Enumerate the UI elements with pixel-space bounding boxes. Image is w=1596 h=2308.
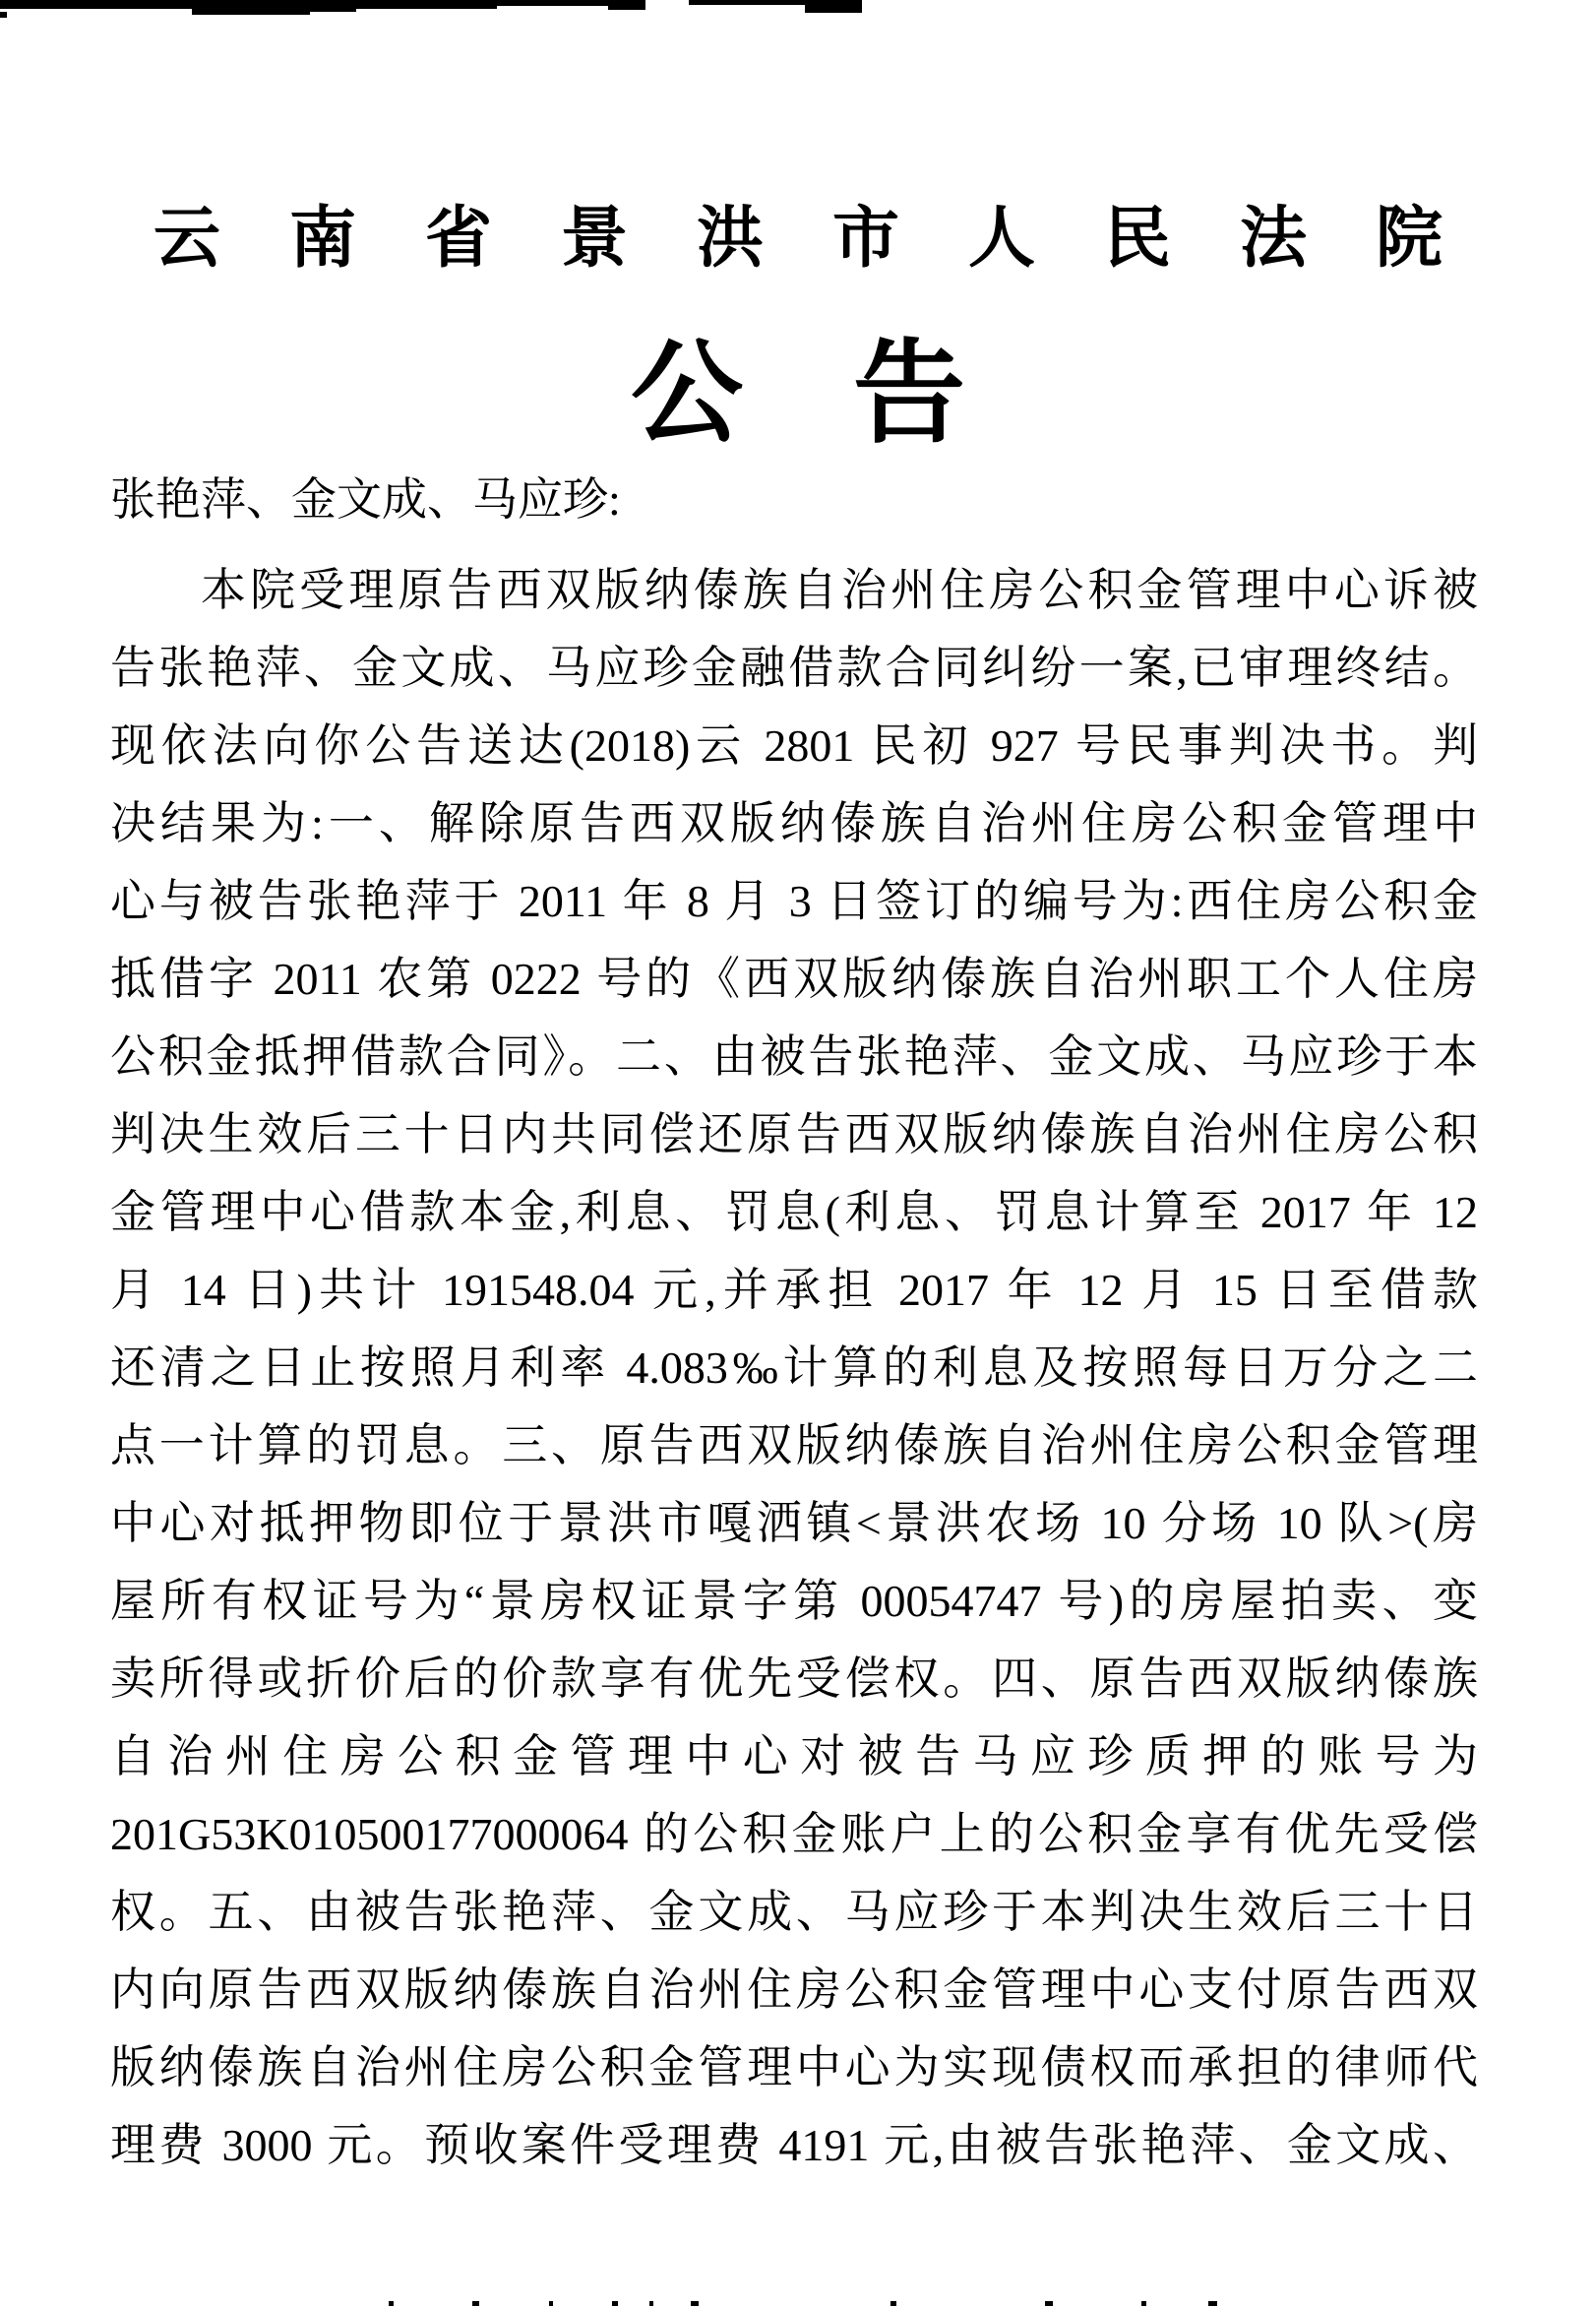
body-line: 还清之日止按照月利率 4.083‰计算的利息及按照每日万分之二 [110,1342,1478,1393]
cutoff-mark [691,2301,699,2306]
cutoff-mark [1208,2301,1217,2306]
body-line: 点一计算的罚息。三、原告西双版纳傣族自治州住房公积金管理 [110,1420,1478,1470]
cutoff-mark [472,2301,479,2306]
notice-title-text: 公告 [630,332,1075,457]
body-line: 公积金抵押借款合同》。二、由被告张艳萍、金文成、马应珍于本 [110,1031,1478,1082]
cutoff-mark [1141,2301,1146,2306]
scan-artifact-mark [608,0,645,10]
addressee-line: 张艳萍、金文成、马应珍: [110,474,621,525]
scan-artifact-top [0,0,1596,22]
court-name-text: 云南省景洪市人民法院 [153,201,1511,276]
cutoff-mark [890,2301,896,2306]
cutoff-mark [649,2301,653,2306]
body-line: 现依法向你公告送达(2018)云 2801 民初 927 号民事判决书。判 [110,720,1478,771]
scan-artifact-mark [295,0,356,12]
scan-artifact-mark [0,12,7,18]
cutoff-mark [1045,2301,1053,2306]
body-line: 屋所有权证号为“景房权证景字第 00054747 号)的房屋拍卖、变 [110,1576,1478,1626]
body-line: 内向原告西双版纳傣族自治州住房公积金管理中心支付原告西双 [110,1965,1478,2015]
body-line: 金管理中心借款本金,利息、罚息(利息、罚息计算至 2017 年 12 [110,1187,1478,1237]
body-line: 抵借字 2011 农第 0222 号的《西双版纳傣族自治州职工个人住房 [110,954,1478,1004]
body-line: 理费 3000 元。预收案件受理费 4191 元,由被告张艳萍、金文成、 [110,2120,1478,2170]
body-line: 判决生效后三十日内共同偿还原告西双版纳傣族自治州住房公积 [110,1109,1478,1159]
body-line: 告张艳萍、金文成、马应珍金融借款合同纠纷一案,已审理终结。 [110,643,1478,693]
body-line: 卖所得或折价后的价款享有优先受偿权。四、原告西双版纳傣族 [110,1653,1478,1704]
scan-artifact-mark [689,0,805,5]
body-line: 自治州住房公积金管理中心对被告马应珍质押的账号为 [110,1731,1478,1781]
court-name-heading [0,185,1596,281]
cutoff-mark [389,2301,394,2306]
body-line: 版纳傣族自治州住房公积金管理中心为实现债权而承担的律师代 [110,2042,1478,2092]
body-line: 月 14 日)共计 191548.04 元,并承担 2017 年 12 月 15 日至借款 [110,1265,1478,1315]
body-line: 决结果为:一、解除原告西双版纳傣族自治州住房公积金管理中 [110,798,1478,848]
body-line: 本院受理原告西双版纳傣族自治州住房公积金管理中心诉被 [201,565,1478,615]
body-paragraph [110,551,1478,2184]
body-line: 中心对抵押物即位于景洪市嘎洒镇<景洪农场 10 分场 10 队>(房 [110,1498,1478,1548]
body-line: 心与被告张艳萍于 2011 年 8 月 3 日签订的编号为:西住房公积金 [110,876,1478,926]
notice-title-heading [0,303,1596,465]
page-bottom-cutoff-marks [0,2299,1596,2308]
body-line: 权。五、由被告张艳萍、金文成、马应珍于本判决生效后三十日 [110,1887,1478,1937]
body-line: 201G53K010500177000064 的公积金账户上的公积金享有优先受偿 [110,1809,1478,1859]
cutoff-mark [612,2301,618,2306]
scan-artifact-mark [805,0,862,13]
cutoff-mark [549,2301,553,2306]
scan-artifact-mark [192,0,310,15]
